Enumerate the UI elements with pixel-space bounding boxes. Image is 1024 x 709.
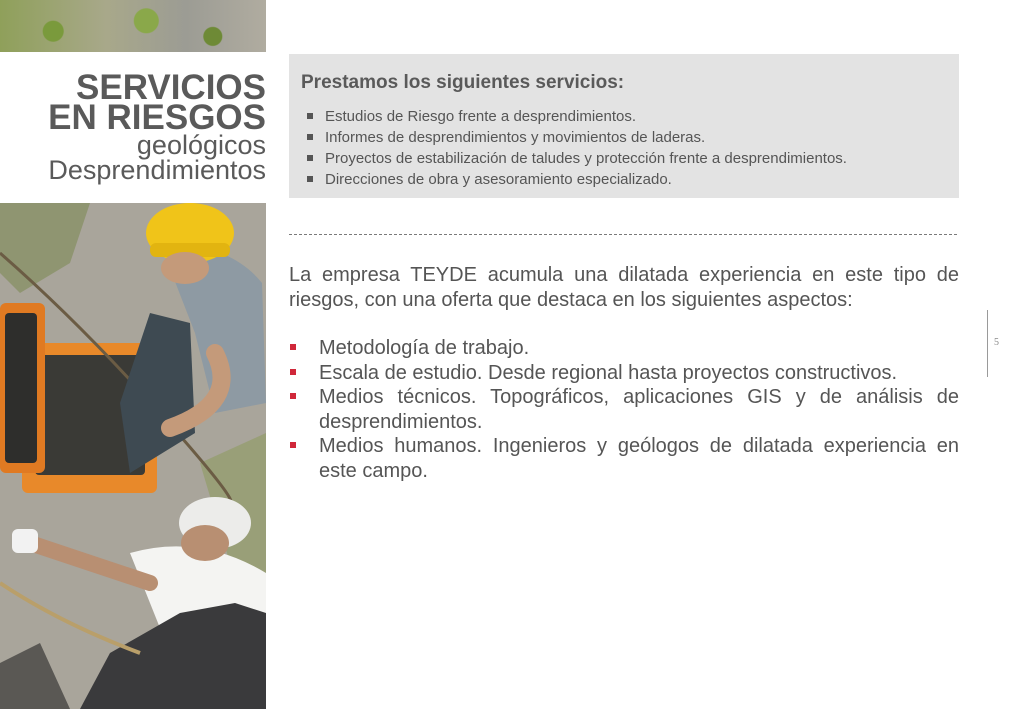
services-list — [325, 106, 847, 190]
page-number: 5 — [994, 337, 999, 348]
title-line-geologicos: geológicos — [136, 130, 266, 160]
list-item: Medios técnicos. Topográficos, aplicaciones GIS y de análisis de desprendimientos. — [289, 385, 959, 434]
title-line-en-riesgos: EN RIESGOS — [48, 98, 266, 137]
page-number-divider — [987, 310, 988, 377]
list-item: Escala de estudio. Desde regional hasta proyectos constructivos. — [289, 361, 959, 386]
services-heading: Prestamos los siguientes servicios: — [301, 72, 625, 93]
title-line-servicios: SERVICIOS — [76, 68, 266, 107]
title-block — [0, 52, 266, 203]
list-item: Medios humanos. Ingenieros y geólogos de dilatada experiencia en este campo. — [289, 434, 959, 483]
vegetation-photo — [0, 0, 266, 52]
aspects-list — [289, 336, 959, 483]
list-item: Direcciones de obra y asesoramiento especializado. — [325, 169, 847, 190]
workers-photo — [0, 203, 266, 709]
list-item: Metodología de trabajo. — [289, 336, 959, 361]
list-item: Proyectos de estabilización de taludes y protección frente a desprendimientos. — [325, 150, 847, 167]
intro-paragraph: La empresa TEYDE acumula una dilatada experiencia en este tipo de riesgos, con una oferta que destaca en los siguientes aspectos: — [289, 264, 959, 311]
title-line-desprendimientos: Desprendimientos — [48, 155, 266, 185]
list-item: Estudios de Riesgo frente a desprendimientos. — [325, 106, 847, 127]
list-item: Informes de desprendimientos y movimientos de laderas. — [325, 127, 847, 148]
dashed-divider — [289, 234, 957, 235]
workers-photo-illustration — [0, 203, 266, 709]
services-box — [289, 54, 959, 198]
